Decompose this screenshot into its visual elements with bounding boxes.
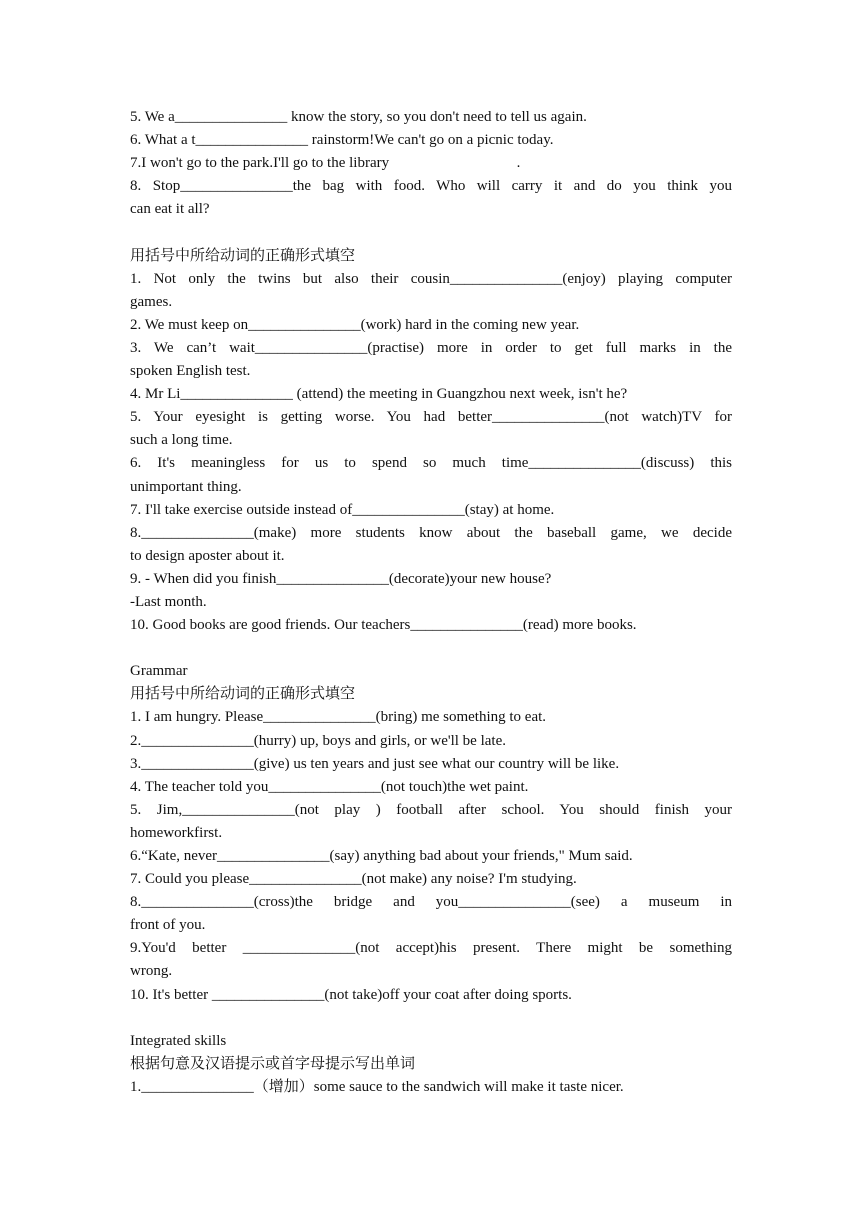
spacer (130, 221, 732, 244)
text-line: 1._______________（增加）some sauce to the sandwich will make it taste nicer. (130, 1078, 624, 1095)
text-line: 4. Mr Li_______________ (attend) the meeting in Guangzhou next week, isn't he? (130, 386, 628, 403)
text-line: 6. It's meaningless for us to spend so much time_______________(discuss) this (130, 455, 732, 472)
text-line: to design aposter about it. (130, 547, 285, 564)
section-heading: 用括号中所给动词的正确形式填空 (130, 686, 356, 703)
text-line: 9. - When did you finish_______________(decorate)your new house? (130, 570, 552, 587)
text-line: wrong. (130, 963, 173, 980)
text-line: 3._______________(give) us ten years and just see what our country will be like. (130, 755, 620, 772)
section-title: Grammar (130, 663, 188, 680)
text-line: 1. I am hungry. Please_______________(bring) me something to eat. (130, 709, 547, 726)
text-line: 10. Good books are good friends. Our teachers_______________(read) more books. (130, 617, 637, 634)
document-page (130, 106, 732, 1099)
text-line: -Last month. (130, 593, 207, 610)
text-line: 1. Not only the twins but also their cousin_______________(enjoy) playing computer (130, 270, 732, 287)
text-line: front of you. (130, 917, 206, 934)
text-line: homeworkfirst. (130, 824, 223, 841)
section-heading: 根据句意及汉语提示或首字母提示写出单词 (130, 1055, 416, 1072)
text-line: unimportant thing. (130, 478, 242, 495)
text-line: 10. It's better _______________(not take)off your coat after doing sports. (130, 986, 572, 1003)
section-top (130, 106, 732, 221)
text-line: 5. Jim,_______________(not play ) football after school. You should finish your (130, 801, 732, 818)
section-verbs-1 (130, 245, 732, 638)
section-integrated (130, 1030, 732, 1099)
text-line: 7. Could you please_______________(not make) any noise? I'm studying. (130, 871, 577, 888)
text-line: 3. We can’t wait_______________(practise) more in order to get full marks in the (130, 339, 732, 356)
text-line: 4. The teacher told you_______________(not touch)the wet paint. (130, 778, 529, 795)
section-grammar (130, 660, 732, 1006)
spacer (130, 1007, 732, 1030)
text-line: 8._______________(make) more students know about the baseball game, we decide (130, 524, 732, 541)
text-line: games. (130, 293, 173, 310)
text-line: such a long time. (130, 432, 233, 449)
text-line: 2._______________(hurry) up, boys and girls, or we'll be late. (130, 732, 506, 749)
text-line: 5. We a_______________ know the story, so you don't need to tell us again. (130, 109, 587, 125)
text-line: 6.“Kate, never_______________(say) anything bad about your friends," Mum said. (130, 848, 633, 864)
text-line: 5. Your eyesight is getting worse. You had better_______________(not watch)TV for (130, 409, 732, 426)
spacer (130, 637, 732, 660)
text-line: 9.You'd better _______________(not accept)his present. There might be something (130, 940, 732, 957)
text-line: 7.I won't go to the park.I'll go to the library . (130, 155, 521, 172)
text-line: 7. I'll take exercise outside instead of_______________(stay) at home. (130, 501, 555, 518)
text-line: 8._______________(cross)the bridge and you_______________(see) a museum in (130, 894, 732, 911)
text-line: spoken English test. (130, 363, 251, 380)
text-line: 8. Stop_______________the bag with food. Who will carry it and do you think you (130, 178, 732, 195)
section-title: Integrated skills (130, 1032, 227, 1049)
text-line: can eat it all? (130, 201, 210, 218)
section-heading: 用括号中所给动词的正确形式填空 (130, 247, 356, 264)
text-line: 6. What a t_______________ rainstorm!We can't go on a picnic today. (130, 132, 554, 149)
text-line: 2. We must keep on_______________(work) hard in the coming new year. (130, 316, 580, 333)
